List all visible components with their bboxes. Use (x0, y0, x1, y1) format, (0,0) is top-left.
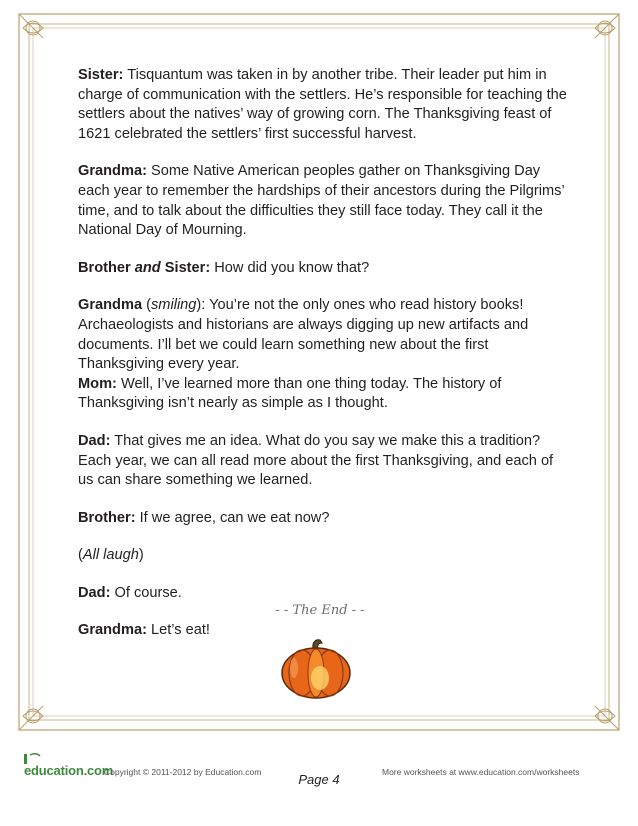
more-worksheets-link[interactable]: More worksheets at www.education.com/worksheets (382, 767, 580, 777)
education-brand: education.com (24, 763, 114, 778)
dialogue-text: If we agree, can we eat now? (135, 509, 330, 526)
dialogue-text: How did you know that? (210, 259, 370, 276)
dialogue-content (78, 66, 568, 659)
dialogue-text: Tisquantum was taken in by another tribe. Their leader put him in charge of communication with the settlers. He’s responsible for teaching the settlers about the natives’ way of growing corn. The Thanksgiving feast of 1621 celebrated the settlers’ first successful harvest. (78, 67, 567, 142)
speaker-label: Brother (78, 259, 131, 276)
speaker-label: Mom: (78, 375, 117, 392)
speaker-label: Grandma: (78, 163, 147, 180)
dialogue-text: Let’s eat! (146, 622, 210, 639)
speaker-label: Dad: (78, 432, 111, 449)
stage-direction: smiling (151, 297, 197, 314)
dialogue-text: Well, I’ve learned more than one thing today. The history of Thanksgiving isn’t nearly as simple as I thought. (78, 375, 502, 412)
page-number: Page 4 (298, 772, 340, 787)
copyright-text: Copyright © 2011-2012 by Education.com (104, 767, 262, 777)
the-end-text: - - The End - - (275, 603, 365, 618)
speaker-label: Grandma: (78, 622, 147, 639)
dialogue-text: Of course. (110, 584, 182, 601)
speaker-and: and (134, 259, 161, 276)
paren-open: ( (78, 547, 83, 564)
dialogue-line-sister (78, 66, 568, 144)
speaker-label: Grandma (78, 297, 143, 314)
dialogue-line-brother (78, 509, 568, 529)
dialogue-text: Some Native American peoples gather on Thanksgiving Day each year to remember the hardships of their ancestors during the Pilgrims’ time, and to talk about the difficulties they still face today. They call it the National Day of Mourning. (78, 163, 565, 239)
speaker-label: Sister: (78, 67, 124, 83)
dialogue-line-grandma-smiling (78, 296, 568, 374)
dialogue-line-grandma (78, 162, 568, 240)
pumpkin-icon (280, 638, 352, 705)
dialogue-text: That gives me an idea. What do you say we make this a tradition? Each year, we can all read more about the first Thanksgiving, and each of us can share something we learned. (78, 432, 554, 489)
speaker-label: Sister: (164, 259, 211, 276)
paren-close: ) (138, 547, 144, 564)
speaker-label: Brother: (78, 509, 136, 526)
aside-open: ( (142, 297, 151, 314)
dialogue-line-dad (78, 432, 568, 491)
dialogue-line-brother-and-sister (78, 259, 568, 279)
dialogue-line-dad-2 (78, 584, 568, 604)
stage-direction-all-laugh (78, 546, 568, 566)
dialogue-line-mom (78, 375, 568, 414)
speaker-label: Dad: (78, 584, 111, 601)
dialogue-text: : You’re not the only ones who read history books! Archaeologists and historians are always digging up new artifacts and documents. I’ll bet we could learn something new about the first Thanksgiving every year. (78, 297, 529, 373)
stage-direction: All laugh (82, 547, 139, 564)
aside-close: ) (196, 297, 202, 314)
